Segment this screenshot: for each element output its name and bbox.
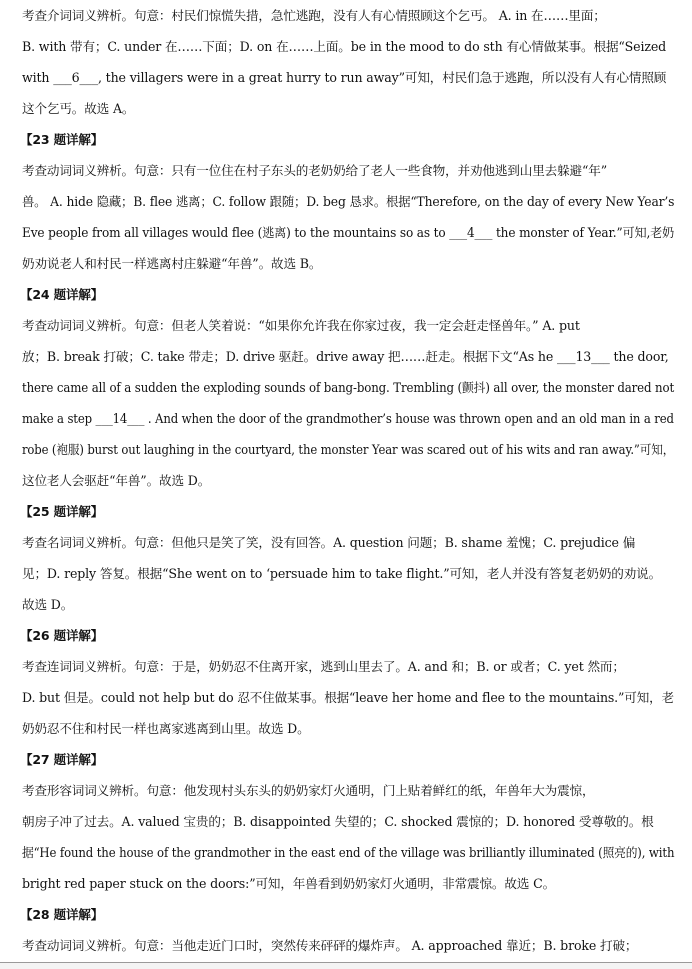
text-line: 据“He found the house of the grandmother in the east end of the village was brilliantly illuminated (照亮的), with	[22, 845, 675, 860]
text-line: B. with 带有；C. under 在……下面；D. on 在……上面。be in the mood to do sth 有心情做某事。根据“Seized	[22, 39, 667, 54]
text-line: robe (袍服) burst out laughing in the courtyard, the monster Year was scared out of his wits and ran away.”可知，	[22, 442, 675, 457]
text-line: 这位老人会驱赶“年兽”。故选 D。	[22, 473, 211, 488]
section-heading: 【25 题详解】	[20, 504, 104, 519]
text-line: 奶奶忍不住和村民一样也离家逃离到山里。故选 D。	[22, 721, 310, 736]
text-line: with ___6___, the villagers were in a great hurry to run away”可知，村民们急于逃跑，所以没有人有心情照顾	[22, 70, 667, 85]
section-heading: 【26 题详解】	[20, 628, 104, 643]
text-line: 考查连词词义辨析。句意：于是，奶奶忍不住离开家，逃到山里去了。A. and 和；B. or 或者；C. yet 然而；	[22, 659, 625, 674]
section-heading: 【27 题详解】	[20, 752, 104, 767]
text-line: 考查形容词词义辨析。句意：他发现村头东头的奶奶家灯火通明，门上贴着鲜红的纸，年兽年大为震惊，	[22, 783, 595, 798]
text-line: 考查介词词义辨析。句意：村民们惊慌失措，急忙逃跑，没有人有心情照顾这个乞丐。 A. in 在……里面；	[22, 8, 606, 23]
text-line: 这个乞丐。故选 A。	[22, 101, 135, 116]
text-line: D. but 但是。could not help but do 忍不住做某事。根据“leave her home and flee to the mountains.”可知，老	[22, 690, 674, 705]
text-line: 兽。 A. hide 隐藏；B. flee 逃离；C. follow 跟随；D. beg 恳求。根据“Therefore, on the day of every New Year’s	[22, 194, 675, 209]
section-heading: 【28 题详解】	[20, 907, 104, 922]
text-line: 考查动词词义辨析。句意：但老人笑着说：“如果你允许我在你家过夜，我一定会赶走怪兽年。” A. put	[22, 318, 580, 333]
text-line: 奶劝说老人和村民一样逃离村庄躲避“年兽”。故选 B。	[22, 256, 322, 271]
text-line: 考查动词词义辨析。句意：只有一位住在村子东头的老奶奶给了老人一些食物，并劝他逃到山里去躲避“年”	[22, 163, 607, 178]
text-line: 见；D. reply 答复。根据“She went on to ‘persuade him to take flight.”可知，老人并没有答复老奶奶的劝说。	[22, 566, 662, 581]
text-line: there came all of a sudden the exploding sounds of bang-bong. Trembling (颤抖) all over, the monster dared not	[22, 380, 675, 395]
text-line: Eve people from all villages would flee (逃离) to the mountains so as to ___4___ the monster of Year.”可知,老奶	[22, 225, 675, 240]
section-heading: 【23 题详解】	[20, 132, 104, 147]
text-line: 朝房子冲了过去。A. valued 宝贵的；B. disappointed 失望的；C. shocked 震惊的；D. honored 受尊敬的。根	[22, 814, 654, 829]
text-line: 考查动词词义辨析。句意：当他走近门口时，突然传来砰砰的爆炸声。 A. approached 靠近；B. broke 打破；	[22, 938, 638, 953]
section-heading: 【24 题详解】	[20, 287, 104, 302]
text-line: bright red paper stuck on the doors:”可知，年兽看到奶奶家灯火通明，非常震惊。故选 C。	[22, 876, 556, 891]
text-line: 放；B. break 打破；C. take 带走；D. drive 驱赶。drive away 把……赶走。根据下文“As he ___13___ the door,	[22, 349, 669, 364]
text-line: 考查名词词义辨析。句意：但他只是笑了笑，没有回答。A. question 问题；B. shame 羞愧；C. prejudice 偏	[22, 535, 636, 550]
text-line: 故选 D。	[22, 597, 74, 612]
text-line: make a step ___14___ . And when the door of the grandmother’s house was thrown open and an old man in a red	[22, 411, 674, 426]
